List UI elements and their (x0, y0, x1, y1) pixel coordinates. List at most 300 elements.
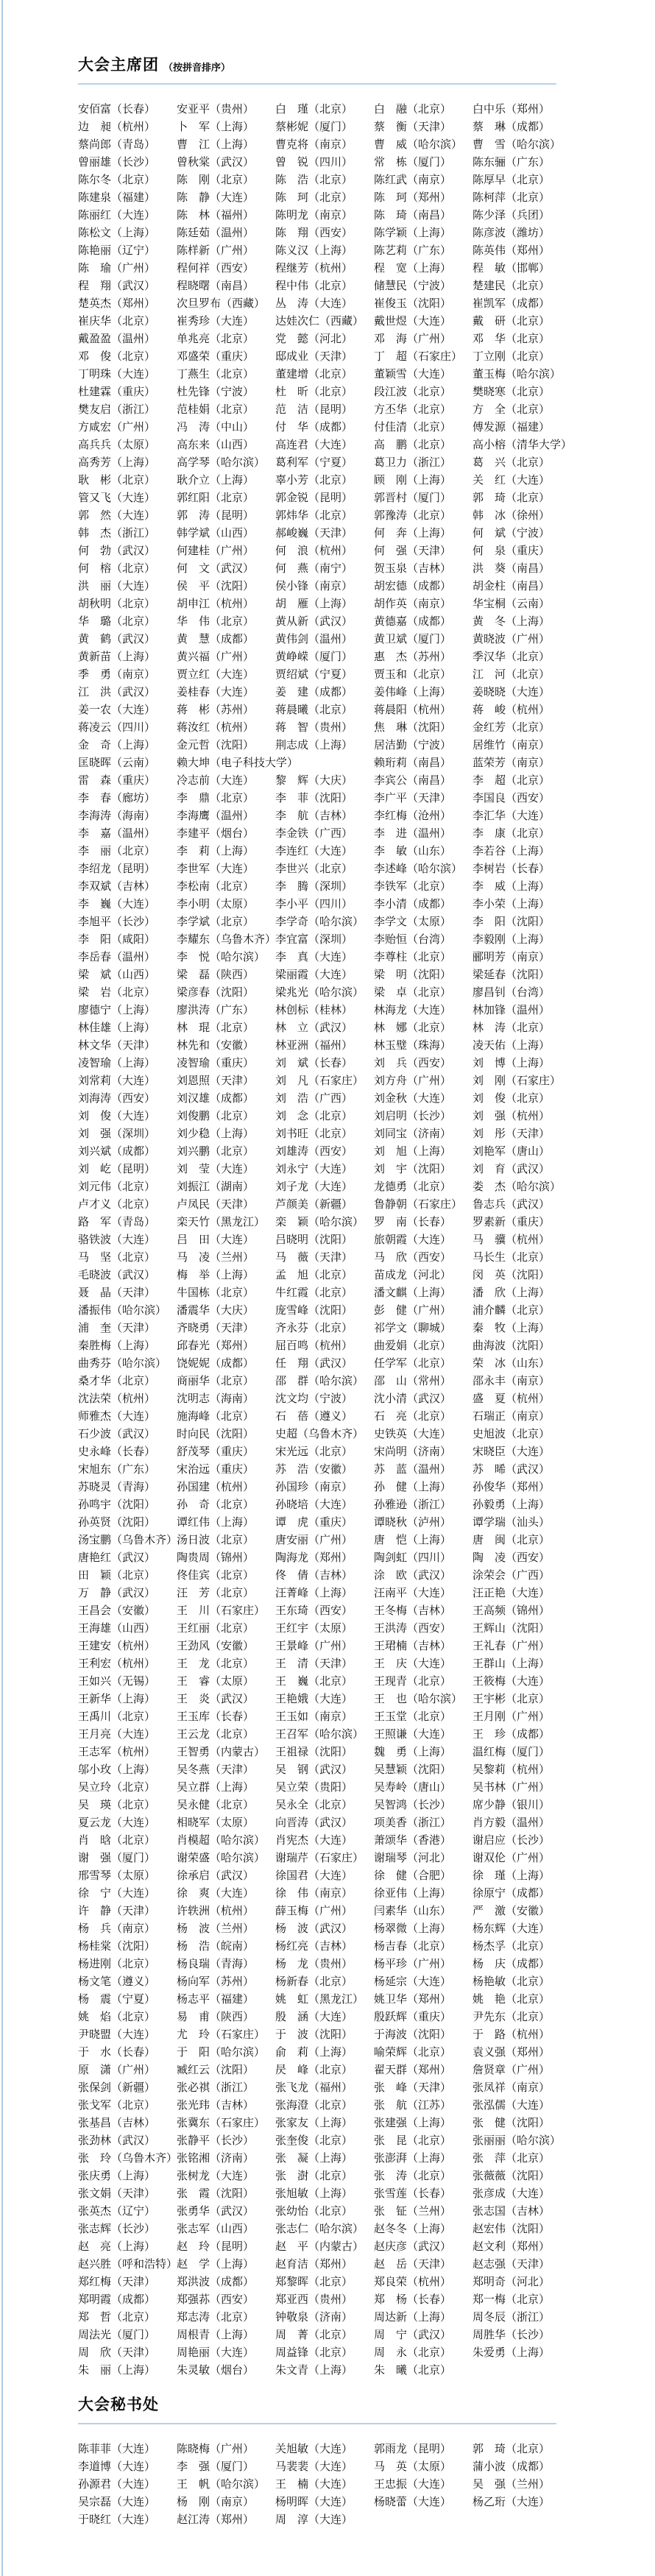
member-name: 赵育洁（郑州） (275, 2257, 353, 2271)
member-name: 杨 庆（成都） (472, 1957, 550, 1970)
member-name: 邓 海（广州） (374, 332, 452, 345)
member-name: 贾立红（大连） (177, 668, 255, 681)
member-name: 丁明珠（大连） (78, 367, 156, 381)
member-name: 林 琨（北京） (177, 1021, 255, 1034)
member-name: 付佳清（北京） (374, 420, 452, 434)
member-name: 王高频（锦州） (472, 1604, 550, 1617)
member-name: 姜伟峰（上海） (374, 685, 452, 698)
member-name: 刘 育（武汉） (472, 1162, 550, 1175)
member-name: 尤 玲（石家庄） (177, 2028, 266, 2041)
member-name: 赵 平（内蒙古） (275, 2240, 364, 2253)
member-name: 崔庆华（北京） (78, 314, 156, 328)
member-name: 陈 林（福州） (177, 208, 255, 222)
member-name: 王月刚（广州） (472, 1710, 550, 1723)
member-name: 李 康（北京） (472, 827, 550, 840)
member-name: 向晋涛（武汉） (275, 1816, 353, 1829)
member-name: 高连君（大连） (275, 438, 353, 451)
member-name: 何 斌（宁波） (472, 526, 550, 539)
member-name: 郑亚西（贵州） (275, 2293, 353, 2306)
member-name: 林海龙（大连） (374, 1003, 452, 1016)
member-name: 苗成龙（河北） (374, 1268, 452, 1281)
member-name: 刘雄涛（西安） (275, 1144, 353, 1158)
member-name: 涂荣会（广西） (472, 1568, 550, 1582)
member-name: 孙英贤（沈阳） (78, 1515, 156, 1529)
member-name: 杨志平（福建） (177, 1992, 255, 2006)
member-name: 屈百鸣（杭州） (275, 1339, 353, 1352)
member-name: 李学文（太原） (374, 915, 452, 928)
member-name: 闫素华（山东） (374, 1904, 452, 1917)
member-name: 丛 涛（大连） (275, 297, 353, 310)
member-name: 吴冬燕（天津） (177, 1763, 255, 1776)
member-name: 郭 然（大连） (78, 509, 156, 522)
member-name: 葛利军（宁夏） (275, 456, 353, 469)
member-name: 高 鹏（北京） (374, 438, 452, 451)
member-name: 王禹川（北京） (78, 1710, 156, 1723)
member-name: 吴立群（上海） (177, 1780, 255, 1794)
member-name: 谢 强（厦门） (78, 1851, 156, 1864)
member-name: 刘 浩（广西） (275, 1091, 353, 1105)
member-name: 高秀芳（上海） (78, 456, 156, 469)
member-name: 董建增（北京） (275, 367, 353, 381)
member-name: 孙雅逊（浙江） (374, 1498, 452, 1511)
member-name: 佟佳宾（北京） (177, 1568, 255, 1582)
member-name: 姚 虹（黑龙江） (275, 1992, 364, 2006)
member-name: 孙源君（大连） (78, 2477, 156, 2491)
member-name: 李 航（吉林） (275, 809, 353, 822)
member-name: 刘 俊（大连） (78, 1109, 156, 1122)
member-name: 周 宁（武汉） (374, 2328, 452, 2341)
member-name: 毛晓波（武汉） (78, 1268, 156, 1281)
member-name: 张志辉（长沙） (78, 2222, 156, 2235)
member-name: 郑 哲（北京） (78, 2310, 156, 2324)
member-name: 李铁军（北京） (374, 880, 452, 893)
member-name: 汪南平（大连） (374, 1586, 452, 1599)
member-name: 卢才义（北京） (78, 1197, 156, 1211)
member-name: 杨明晖（大连） (275, 2495, 353, 2508)
member-name: 楚建民（北京） (472, 279, 550, 292)
member-name: 俞 莉（上海） (275, 2045, 353, 2059)
member-name: 廖德宁（上海） (78, 1003, 156, 1016)
member-name: 刘少稳（上海） (177, 1127, 255, 1140)
member-name: 汤宝鹏（乌鲁木齐） (78, 1533, 178, 1546)
member-name: 龙德勇（北京） (374, 1180, 452, 1193)
member-name: 杨吉春（北京） (374, 1939, 452, 1953)
member-name: 张 霞（沈阳） (177, 2187, 255, 2200)
member-name: 于晓红（大连） (78, 2513, 156, 2526)
member-name: 曲爱娟（北京） (374, 1339, 452, 1352)
member-name: 陈 琦（南昌） (374, 208, 452, 222)
member-name: 王昌会（安徽） (78, 1604, 156, 1617)
member-name: 胡金柱（南昌） (472, 579, 550, 592)
member-name: 赵 亮（上海） (78, 2240, 156, 2253)
member-name: 吴寿岭（唐山） (374, 1780, 452, 1794)
member-name: 陈样新（广州） (177, 244, 255, 257)
member-name: 孙俊华（郑州） (472, 1480, 550, 1493)
member-name: 姚 艳（北京） (472, 1992, 550, 2006)
member-name: 李 超（北京） (472, 774, 550, 787)
member-name: 李毅刚（上海） (472, 933, 550, 946)
member-name: 张薇薇（沈阳） (472, 2169, 550, 2182)
member-name: 李双斌（吉林） (78, 880, 156, 893)
member-name: 王礼春（广州） (472, 1639, 550, 1652)
member-name: 赵 岳（天津） (374, 2257, 452, 2271)
member-name: 席少静（银川） (472, 1798, 550, 1811)
member-name: 刘 念（北京） (275, 1109, 353, 1122)
member-name: 王冬梅（吉林） (374, 1604, 452, 1617)
member-name: 詹贤章（广州） (472, 2063, 550, 2076)
member-name: 谢荣盛（哈尔滨） (177, 1851, 266, 1864)
member-name: 刘 莹（大连） (177, 1162, 255, 1175)
member-name: 黄卫斌（厦门） (374, 632, 452, 645)
member-name: 白中乐（郑州） (472, 102, 550, 116)
member-name: 李 阳（沈阳） (472, 915, 550, 928)
member-name: 李 阳（咸阳） (78, 933, 156, 946)
member-name: 黎 辉（大庆） (275, 774, 353, 787)
member-name: 刘子龙（大连） (275, 1180, 353, 1193)
member-name: 马长生（北京） (472, 1250, 550, 1264)
member-name: 唐安丽（广州） (275, 1533, 353, 1546)
member-name: 张澎湃（上海） (374, 2151, 452, 2165)
member-name: 惠 杰（苏州） (374, 650, 452, 663)
member-name: 尹晓盟（大连） (78, 2028, 156, 2041)
member-name: 陈红武（南京） (374, 173, 452, 186)
member-name: 何 浪（杭州） (275, 544, 353, 557)
member-name: 王新华（上海） (78, 1692, 156, 1705)
member-name: 郭炜华（北京） (275, 509, 353, 522)
member-name: 张庆勇（上海） (78, 2169, 156, 2182)
member-name: 戴世煜（大连） (374, 314, 452, 328)
member-name: 韩学斌（山西） (177, 526, 255, 539)
member-name: 吴立玲（北京） (78, 1780, 156, 1794)
member-name: 孙毅勇（上海） (472, 1498, 550, 1511)
member-name: 邵 山（常州） (374, 1374, 452, 1387)
member-name: 史旭波（北京） (472, 1427, 550, 1440)
member-name: 周法光（厦门） (78, 2328, 156, 2341)
member-name: 李岳春（温州） (78, 950, 156, 963)
member-name: 原 潇（广州） (78, 2063, 156, 2076)
member-name: 林创标（桂林） (275, 1003, 353, 1016)
member-name: 邬小玫（上海） (78, 1763, 156, 1776)
member-name: 王群山（上海） (472, 1657, 550, 1670)
member-name: 管又飞（大连） (78, 491, 156, 504)
member-name: 杨东辉（大连） (472, 1922, 550, 1935)
member-name: 刘同宝（济南） (374, 1127, 452, 1140)
member-name: 王辉山（沈阳） (472, 1621, 550, 1635)
member-name: 陈晓梅（广州） (177, 2442, 255, 2455)
member-name: 周 永（北京） (374, 2346, 452, 2359)
member-name: 李小清（成都） (374, 897, 452, 910)
member-name: 李述峰（哈尔滨） (374, 862, 463, 875)
member-name: 白 瑾（北京） (275, 102, 353, 116)
member-name: 张 健（沈阳） (472, 2116, 550, 2129)
member-name: 赵 玲（昆明） (177, 2240, 255, 2253)
member-name: 林加锋（温州） (472, 1003, 550, 1016)
member-name: 江 洪（武汉） (78, 685, 156, 698)
member-name: 郭晋村（厦门） (374, 491, 452, 504)
member-name: 王 炎（武汉） (177, 1692, 255, 1705)
member-name: 杨艳敏（北京） (472, 1975, 550, 1988)
member-name: 王宇彬（北京） (472, 1692, 550, 1705)
member-name: 石 蓓（遵义） (275, 1409, 353, 1423)
member-name: 沈文均（宁波） (275, 1392, 353, 1405)
member-name: 王云龙（北京） (177, 1727, 255, 1741)
member-name: 李绍龙（昆明） (78, 862, 156, 875)
member-name: 王 川（石家庄） (177, 1604, 266, 1617)
member-name: 刘 屹（昆明） (78, 1162, 156, 1175)
member-name: 徐 宁（大连） (78, 1886, 156, 1900)
member-name: 易 甫（陕西） (177, 2010, 255, 2023)
member-name: 梁 磊（陕西） (177, 968, 255, 981)
member-name: 程 敏（邯郸） (472, 261, 550, 275)
member-name: 朱 丽（上海） (78, 2363, 156, 2377)
member-name: 苏 蓝（温州） (374, 1462, 452, 1476)
member-name: 刘 彤（天津） (472, 1127, 550, 1140)
member-name: 黄晓波（广州） (472, 632, 550, 645)
member-name: 赵宏伟（沈阳） (472, 2222, 550, 2235)
member-name: 李 威（上海） (472, 880, 550, 893)
member-name: 曹 威（哈尔滨） (374, 138, 463, 151)
member-name: 邸成业（天津） (275, 350, 353, 363)
member-name: 张奎俊（北京） (275, 2134, 353, 2147)
member-name: 杨桂棠（沈阳） (78, 1939, 156, 1953)
member-name: 宋晓臣（大连） (472, 1445, 550, 1458)
member-name: 郝峻巍（天津） (275, 526, 353, 539)
member-name: 廖洪涛（广东） (177, 1003, 255, 1016)
member-name: 陈柯萍（北京） (472, 191, 550, 204)
member-name: 张铭湘（济南） (177, 2151, 255, 2165)
member-name: 谢瑞芹（石家庄） (275, 1851, 364, 1864)
member-name: 李宜富（深圳） (275, 933, 353, 946)
document-body (78, 0, 578, 2528)
member-name: 方丕华（北京） (374, 403, 452, 416)
member-name: 王如兴（无锡） (78, 1674, 156, 1688)
member-name: 王 龙（北京） (177, 1657, 255, 1670)
member-name: 张 玲（乌鲁木齐） (78, 2151, 178, 2165)
member-name: 祁学文（聊城） (374, 1321, 452, 1334)
member-name: 郑明奇（河北） (472, 2275, 550, 2288)
member-name: 马 坚（北京） (78, 1250, 156, 1264)
member-name: 刘 宇（沈阳） (374, 1162, 452, 1175)
member-name: 张泓儒（大连） (472, 2098, 550, 2112)
member-name: 董颖雪（大连） (374, 367, 452, 381)
member-name: 鲁志兵（武汉） (472, 1197, 550, 1211)
member-name: 刘启明（长沙） (374, 1109, 452, 1122)
member-name: 郑 杨（长春） (374, 2293, 452, 2306)
member-name: 何 奔（上海） (374, 526, 452, 539)
member-name: 马 欣（西安） (374, 1250, 452, 1264)
member-name: 谭晓秋（泸州） (374, 1515, 452, 1529)
member-name: 杨 波（兰州） (177, 1922, 255, 1935)
member-name: 党 懿（河北） (275, 332, 353, 345)
member-name: 张 钲（兰州） (374, 2204, 452, 2218)
member-name: 黄伟剑（温州） (275, 632, 353, 645)
member-name: 杨延宗（大连） (374, 1975, 452, 1988)
member-name: 华 伟（北京） (177, 615, 255, 628)
member-name: 宋治远（重庆） (177, 1462, 255, 1476)
member-name: 潘 欣（上海） (472, 1286, 550, 1299)
member-name: 吴永全（北京） (275, 1798, 353, 1811)
member-name: 潘振伟（哈尔滨） (78, 1303, 167, 1317)
member-name: 李小明（太原） (177, 897, 255, 910)
member-name: 万 静（武汉） (78, 1586, 156, 1599)
member-name: 何建桂（广州） (177, 544, 255, 557)
member-name: 陈少泽（兵团） (472, 208, 550, 222)
member-name: 郑黎晖（北京） (275, 2275, 353, 2288)
member-name: 刘海涛（西安） (78, 1091, 156, 1105)
secretariat-title: 大会秘书处 (78, 2396, 159, 2413)
member-name: 何 泉（重庆） (472, 544, 550, 557)
member-name: 王 巍（北京） (275, 1674, 353, 1688)
member-name: 王现青（北京） (374, 1674, 452, 1688)
member-name: 葛 兴（北京） (472, 456, 550, 469)
member-name: 程中伟（北京） (275, 279, 353, 292)
member-name: 张 涛（北京） (374, 2169, 452, 2182)
member-name: 刘 俊（北京） (472, 1091, 550, 1105)
member-name: 郭 琦（北京） (472, 491, 550, 504)
member-name: 洪 丽（大连） (78, 579, 156, 592)
member-name: 涂 欧（武汉） (374, 1568, 452, 1582)
presidium-section-header (78, 0, 578, 75)
member-name: 王东琦（西安） (275, 1604, 353, 1617)
member-name: 朱灵敏（烟台） (177, 2363, 255, 2377)
member-name: 耿介立（上海） (177, 473, 255, 486)
member-name: 张家友（上海） (275, 2116, 353, 2129)
page-left-accent-line (1, 0, 3, 2576)
member-name: 杨晓蕾（大连） (374, 2495, 452, 2508)
member-name: 李 春（廊坊） (78, 791, 156, 804)
member-name: 吕晓明（沈阳） (275, 1233, 353, 1246)
member-name: 丁立刚（北京） (472, 350, 550, 363)
member-name: 项美香（浙江） (374, 1816, 452, 1829)
member-name: 胡宏德（成都） (374, 579, 452, 592)
member-name: 杨平珍（广州） (374, 1957, 452, 1970)
member-name: 昃 峰（北京） (275, 2063, 353, 2076)
member-name: 姜一农（大连） (78, 703, 156, 716)
member-name: 王劲风（安徽） (177, 1639, 255, 1652)
member-name: 王 帆（哈尔滨） (177, 2477, 266, 2491)
member-name: 李 腾（深圳） (275, 880, 353, 893)
member-name: 王玉如（南京） (275, 1710, 353, 1723)
member-name: 李 巍（大连） (78, 897, 156, 910)
member-name: 蒋汝红（杭州） (177, 721, 255, 734)
member-name: 赖珩莉（南昌） (374, 756, 452, 769)
member-name: 李道博（大连） (78, 2460, 156, 2473)
member-name: 闵 英（沈阳） (472, 1268, 550, 1281)
member-name: 郑志涛（北京） (177, 2310, 255, 2324)
member-name: 徐原宁（成都） (472, 1886, 550, 1900)
member-name: 肖方毅（温州） (472, 1816, 550, 1829)
member-name: 李广平（天津） (374, 791, 452, 804)
member-name: 王月亮（大连） (78, 1727, 156, 1741)
member-name: 侯 平（沈阳） (177, 579, 255, 592)
member-name: 凌智瑜（上海） (78, 1056, 156, 1069)
member-name: 梁兆光（哈尔滨） (275, 986, 364, 999)
member-name: 齐永芬（北京） (275, 1321, 353, 1334)
member-name: 李松南（北京） (177, 880, 255, 893)
member-name: 刘俊鹏（北京） (177, 1109, 255, 1122)
member-name: 刘元伟（北京） (78, 1180, 156, 1193)
member-name: 钟敬泉（济南） (275, 2310, 353, 2324)
member-name: 何 文（武汉） (177, 562, 255, 575)
member-name: 张 航（江苏） (374, 2098, 452, 2112)
member-name: 李金铁（广西） (275, 827, 353, 840)
member-name: 吴智鸿（长沙） (374, 1798, 452, 1811)
member-name: 陈艺莉（广东） (374, 244, 452, 257)
member-name: 齐晓勇（天津） (177, 1321, 255, 1334)
member-name: 王红宇（太原） (275, 1621, 353, 1635)
member-name: 梁 岩（北京） (78, 986, 156, 999)
member-name: 王 珍（成都） (472, 1727, 550, 1741)
member-name: 黄 鹤（武汉） (78, 632, 156, 645)
member-name: 曹克将（南京） (275, 138, 353, 151)
member-name: 罗 南（长春） (374, 1215, 452, 1228)
member-name: 江 河（北京） (472, 668, 550, 681)
member-name: 林 娜（北京） (374, 1021, 452, 1034)
member-name: 张 萍（北京） (472, 2151, 550, 2165)
member-name: 李连红（大连） (275, 844, 353, 857)
member-name: 白 融（北京） (374, 102, 452, 116)
member-name: 杨乙珩（大连） (472, 2495, 550, 2508)
member-name: 刘恩照（天津） (177, 1074, 255, 1087)
member-name: 吴 瑛（北京） (78, 1798, 156, 1811)
member-name: 李学斌（北京） (177, 915, 255, 928)
member-name: 史永峰（长春） (78, 1445, 156, 1458)
member-name: 周艳丽（大连） (177, 2346, 255, 2359)
member-name: 常 栋（厦门） (374, 155, 452, 169)
member-name: 丁 超（石家庄） (374, 350, 463, 363)
member-name: 梁 斌（山西） (78, 968, 156, 981)
member-name: 谢瑞琴（河北） (374, 1851, 452, 1864)
member-name: 贾玉和（北京） (374, 668, 452, 681)
member-name: 周益锋（北京） (275, 2346, 353, 2359)
member-name: 王红丽（北京） (177, 1621, 255, 1635)
member-name: 范 洁（昆明） (275, 403, 353, 416)
member-name: 张 昆（北京） (374, 2134, 452, 2147)
member-name: 李建平（烟台） (177, 827, 255, 840)
member-name: 郭雨龙（昆明） (374, 2442, 452, 2455)
member-name: 沈小清（武汉） (374, 1392, 452, 1405)
member-name: 徐 爽（大连） (177, 1886, 255, 1900)
member-name: 陈 刚（北京） (177, 173, 255, 186)
member-name: 殷跃辉（重庆） (374, 2010, 452, 2023)
member-name: 戴盈盈（温州） (78, 332, 156, 345)
member-name: 季汉华（北京） (472, 650, 550, 663)
member-name: 王照谦（大连） (374, 1727, 452, 1741)
member-name: 吴慧颖（沈阳） (374, 1763, 452, 1776)
member-name: 栾 颖（哈尔滨） (275, 1215, 364, 1228)
member-name: 杨杰孚（北京） (472, 1939, 550, 1953)
member-name: 刘永宁（大连） (275, 1162, 353, 1175)
member-name: 安佰富（长春） (78, 102, 156, 116)
member-name: 史铁英（大连） (374, 1427, 452, 1440)
member-name: 黄 冬（上海） (472, 615, 550, 628)
member-name: 王 也（哈尔滨） (374, 1692, 463, 1705)
member-name: 施海峰（北京） (177, 1409, 255, 1423)
member-name: 李小平（四川） (275, 897, 353, 910)
member-name: 李贻恒（台湾） (374, 933, 452, 946)
member-name: 王利宏（杭州） (78, 1657, 156, 1670)
member-name: 石少波（武汉） (78, 1427, 156, 1440)
member-name: 张静平（长沙） (177, 2134, 255, 2147)
member-name: 李 进（温州） (374, 827, 452, 840)
member-name: 季 勇（南京） (78, 668, 156, 681)
member-name: 汪正艳（大连） (472, 1586, 550, 1599)
member-name: 张 峰（天津） (374, 2081, 452, 2094)
member-name: 陈明龙（南京） (275, 208, 353, 222)
member-name: 薛玉梅（广州） (275, 1904, 353, 1917)
member-name: 焦 琳（沈阳） (374, 721, 452, 734)
member-name: 林亚洲（福州） (275, 1038, 353, 1052)
